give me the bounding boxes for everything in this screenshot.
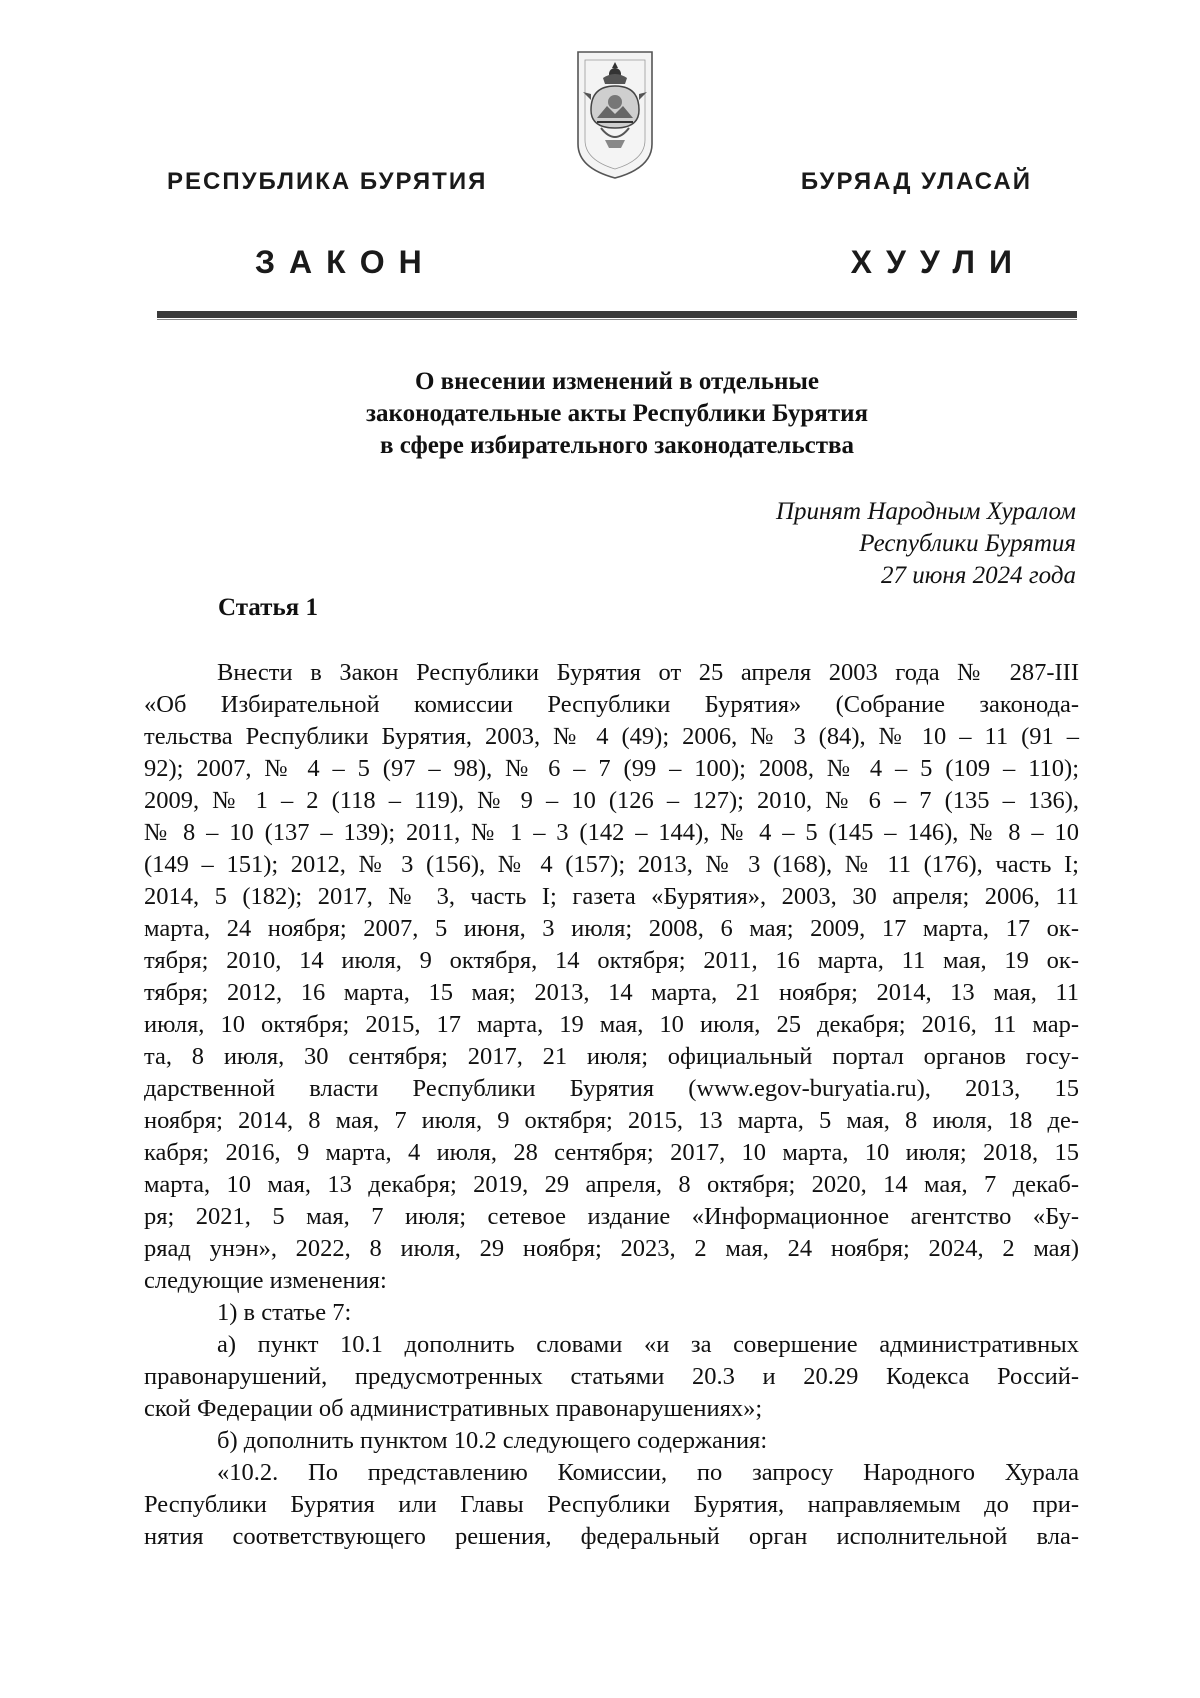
body-line: б) дополнить пунктом 10.2 следующего содержания: (217, 1427, 768, 1454)
body-line: 1) в статье 7: (217, 1299, 352, 1326)
body-line: июля, 10 октября; 2015, 17 марта, 19 мая, 10 июля, 25 декабря; 2016, 11 мар- (144, 1011, 1079, 1038)
law-title-line: в сфере избирательного законодательства (379, 432, 855, 459)
body-line: марта, 24 ноября; 2007, 5 июня, 3 июля; 2008, 6 мая; 2009, 17 марта, 17 ок- (144, 915, 1079, 942)
body-line: правонарушений, предусмотренных статьями 20.3 и 20.29 Кодекса Россий- (144, 1363, 1079, 1390)
body-line: Республики Бурятия или Главы Республики Бурятия, направляемым до при- (144, 1491, 1079, 1518)
document-type-russian: ЗАКОН (255, 244, 436, 280)
body-line: тельства Республики Бурятия, 2003, № 4 (49); 2006, № 3 (84), № 10 – 11 (91 – (144, 723, 1079, 750)
body-line: кабря; 2016, 9 марта, 4 июля, 28 сентября; 2017, 10 марта, 10 июля; 2018, 15 (144, 1139, 1079, 1166)
header-divider-thin (157, 319, 1077, 320)
body-line: марта, 10 мая, 13 декабря; 2019, 29 апреля, 8 октября; 2020, 14 мая, 7 декаб- (144, 1171, 1079, 1198)
body-line: та, 8 июля, 30 сентября; 2017, 21 июля; официальный портал органов госу- (144, 1043, 1079, 1070)
document-type-buryat: ХУУЛИ (850, 244, 1026, 280)
body-line: 92); 2007, № 4 – 5 (97 – 98), № 6 – 7 (99 – 100); 2008, № 4 – 5 (109 – 110); (144, 755, 1079, 782)
body-line: ряад унэн», 2022, 8 июля, 29 ноября; 2023, 2 мая, 24 ноября; 2024, 2 мая) (144, 1235, 1079, 1262)
body-line: тября; 2010, 14 июля, 9 октября, 14 октября; 2011, 16 марта, 11 мая, 19 ок- (144, 947, 1079, 974)
body-line: № 8 – 10 (137 – 139); 2011, № 1 – 3 (142 – 144), № 4 – 5 (145 – 146), № 8 – 10 (144, 819, 1079, 846)
header-divider (157, 311, 1077, 318)
body-line: Внести в Закон Республики Бурятия от 25 апреля 2003 года № 287-III (217, 659, 1079, 686)
body-line: 2009, № 1 – 2 (118 – 119), № 9 – 10 (126 – 127); 2010, № 6 – 7 (135 – 136), (144, 787, 1079, 814)
adoption-note-line: Республики Бурятия (859, 530, 1076, 557)
law-title-line: О внесении изменений в отдельные (414, 368, 820, 395)
body-line: «Об Избирательной комиссии Республики Бурятия» (Собрание законода- (144, 691, 1079, 718)
body-line: тября; 2012, 16 марта, 15 мая; 2013, 14 марта, 21 ноября; 2014, 13 мая, 11 (144, 979, 1079, 1006)
article-body (144, 657, 1079, 1553)
republic-name-russian: РЕСПУБЛИКА БУРЯТИЯ (167, 168, 488, 195)
body-line: а) пункт 10.1 дополнить словами «и за совершение административных (217, 1331, 1079, 1358)
adoption-note-line: Принят Народным Хуралом (775, 498, 1076, 525)
body-line: 2014, 5 (182); 2017, № 3, часть I; газета «Бурятия», 2003, 30 апреля; 2006, 11 (144, 883, 1079, 910)
coat-of-arms-icon (575, 48, 655, 180)
body-line: ноября; 2014, 8 мая, 7 июля, 9 октября; 2015, 13 марта, 5 мая, 8 июля, 18 де- (144, 1107, 1079, 1134)
body-line: дарственной власти Республики Бурятия (www.egov-buryatia.ru), 2013, 15 (144, 1075, 1079, 1102)
body-line: «10.2. По представлению Комиссии, по запросу Народного Хурала (217, 1459, 1079, 1486)
adoption-note (776, 496, 1076, 592)
law-title-line: законодательные акты Республики Бурятия (365, 400, 869, 427)
body-line: ской Федерации об административных правонарушениях»; (144, 1395, 763, 1422)
body-line: нятия соответствующего решения, федеральный орган исполнительной вла- (144, 1523, 1079, 1550)
republic-name-buryat: БУРЯАД УЛАСАЙ (800, 168, 1032, 195)
law-title (157, 366, 1077, 462)
body-line: ря; 2021, 5 мая, 7 июля; сетевое издание «Информационное агентство «Бу- (144, 1203, 1079, 1230)
body-line: (149 – 151); 2012, № 3 (156), № 4 (157); 2013, № 3 (168), № 11 (176), часть I; (144, 851, 1079, 878)
article-heading: Статья 1 (218, 594, 318, 621)
body-line: следующие изменения: (144, 1267, 387, 1294)
adoption-date: 27 июня 2024 года (881, 562, 1076, 589)
